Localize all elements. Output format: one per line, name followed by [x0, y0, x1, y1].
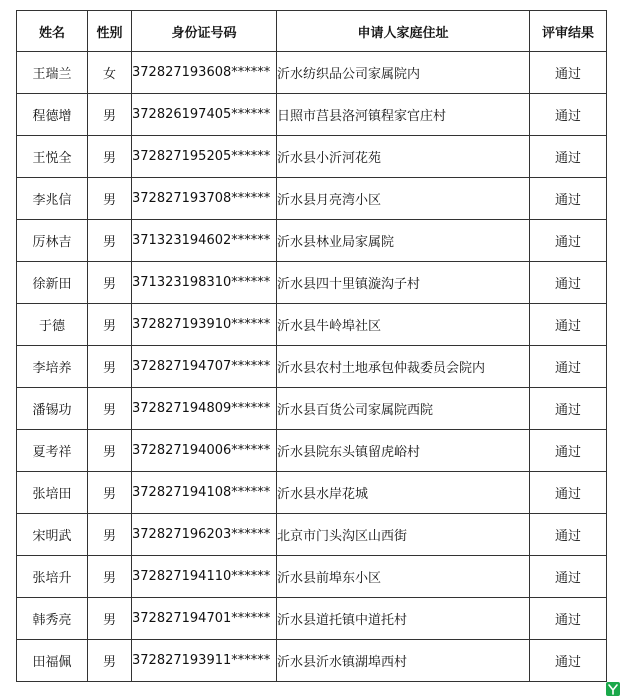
cell-address: 沂水县林业局家属院 — [277, 220, 530, 262]
cell-address: 沂水县前埠东小区 — [277, 556, 530, 598]
table-row — [17, 52, 607, 94]
cell-gender: 男 — [88, 556, 132, 598]
cell-result: 通过 — [530, 472, 607, 514]
cell-name: 于德 — [17, 304, 88, 346]
cell-address: 沂水县沂水镇湖埠西村 — [277, 640, 530, 682]
cell-result: 通过 — [530, 388, 607, 430]
cell-id-number: 371323194602****** — [132, 220, 277, 262]
cell-name: 李兆信 — [17, 178, 88, 220]
table-row — [17, 94, 607, 136]
cell-result: 通过 — [530, 598, 607, 640]
cell-result: 通过 — [530, 514, 607, 556]
table-row — [17, 220, 607, 262]
cell-gender: 男 — [88, 472, 132, 514]
cell-id-number: 371323198310****** — [132, 262, 277, 304]
cell-id-number: 372827194110****** — [132, 556, 277, 598]
cell-result: 通过 — [530, 178, 607, 220]
cell-name: 潘锡功 — [17, 388, 88, 430]
cell-id-number: 372827193910****** — [132, 304, 277, 346]
table-header — [17, 11, 607, 52]
cell-gender: 男 — [88, 94, 132, 136]
header-result: 评审结果 — [530, 11, 607, 52]
cell-id-number: 372827196203****** — [132, 514, 277, 556]
table-row — [17, 346, 607, 388]
cell-name: 韩秀亮 — [17, 598, 88, 640]
cell-address: 沂水县牛岭埠社区 — [277, 304, 530, 346]
table-row — [17, 514, 607, 556]
table-row — [17, 136, 607, 178]
cell-name: 张培田 — [17, 472, 88, 514]
cell-address: 沂水县百货公司家属院西院 — [277, 388, 530, 430]
cell-id-number: 372827194006****** — [132, 430, 277, 472]
cell-gender: 女 — [88, 52, 132, 94]
cell-address: 沂水县四十里镇漩沟子村 — [277, 262, 530, 304]
cell-result: 通过 — [530, 556, 607, 598]
cell-gender: 男 — [88, 430, 132, 472]
cell-id-number: 372826197405****** — [132, 94, 277, 136]
table-row — [17, 388, 607, 430]
header-gender: 性别 — [88, 11, 132, 52]
cell-address: 沂水县农村土地承包仲裁委员会院内 — [277, 346, 530, 388]
header-name: 姓名 — [17, 11, 88, 52]
cell-address: 北京市门头沟区山西街 — [277, 514, 530, 556]
table-row — [17, 430, 607, 472]
cell-gender: 男 — [88, 304, 132, 346]
cell-name: 程德增 — [17, 94, 88, 136]
cell-id-number: 372827193911****** — [132, 640, 277, 682]
cell-name: 王瑞兰 — [17, 52, 88, 94]
cell-result: 通过 — [530, 346, 607, 388]
cell-name: 徐新田 — [17, 262, 88, 304]
cell-name: 田福佩 — [17, 640, 88, 682]
table-row — [17, 178, 607, 220]
cell-name: 李培养 — [17, 346, 88, 388]
cell-gender: 男 — [88, 178, 132, 220]
cell-gender: 男 — [88, 640, 132, 682]
cell-gender: 男 — [88, 514, 132, 556]
cell-id-number: 372827194809****** — [132, 388, 277, 430]
header-id-number: 身份证号码 — [132, 11, 277, 52]
cell-gender: 男 — [88, 136, 132, 178]
watermark-logo-icon — [606, 682, 620, 696]
cell-id-number: 372827194701****** — [132, 598, 277, 640]
cell-id-number: 372827195205****** — [132, 136, 277, 178]
cell-result: 通过 — [530, 430, 607, 472]
table-row — [17, 262, 607, 304]
cell-id-number: 372827194108****** — [132, 472, 277, 514]
cell-gender: 男 — [88, 220, 132, 262]
header-row — [17, 11, 607, 52]
header-address: 申请人家庭住址 — [277, 11, 530, 52]
cell-name: 宋明武 — [17, 514, 88, 556]
cell-address: 沂水县道托镇中道托村 — [277, 598, 530, 640]
table-row — [17, 556, 607, 598]
table-row — [17, 304, 607, 346]
cell-address: 沂水县院东头镇留虎峪村 — [277, 430, 530, 472]
table-row — [17, 472, 607, 514]
cell-name: 王悦全 — [17, 136, 88, 178]
cell-result: 通过 — [530, 94, 607, 136]
cell-address: 沂水县水岸花城 — [277, 472, 530, 514]
cell-gender: 男 — [88, 598, 132, 640]
cell-gender: 男 — [88, 388, 132, 430]
cell-gender: 男 — [88, 346, 132, 388]
table-row — [17, 640, 607, 682]
table-body — [17, 52, 607, 682]
cell-result: 通过 — [530, 640, 607, 682]
cell-result: 通过 — [530, 220, 607, 262]
cell-address: 日照市莒县洛河镇程家官庄村 — [277, 94, 530, 136]
cell-name: 厉林吉 — [17, 220, 88, 262]
table-row — [17, 598, 607, 640]
cell-result: 通过 — [530, 262, 607, 304]
cell-address: 沂水县小沂河花苑 — [277, 136, 530, 178]
cell-name: 张培升 — [17, 556, 88, 598]
cell-address: 沂水纺织品公司家属院内 — [277, 52, 530, 94]
cell-gender: 男 — [88, 262, 132, 304]
cell-id-number: 372827193708****** — [132, 178, 277, 220]
cell-result: 通过 — [530, 52, 607, 94]
cell-result: 通过 — [530, 136, 607, 178]
cell-name: 夏考祥 — [17, 430, 88, 472]
cell-result: 通过 — [530, 304, 607, 346]
cell-address: 沂水县月亮湾小区 — [277, 178, 530, 220]
cell-id-number: 372827193608****** — [132, 52, 277, 94]
cell-id-number: 372827194707****** — [132, 346, 277, 388]
applicant-review-table — [16, 10, 607, 682]
